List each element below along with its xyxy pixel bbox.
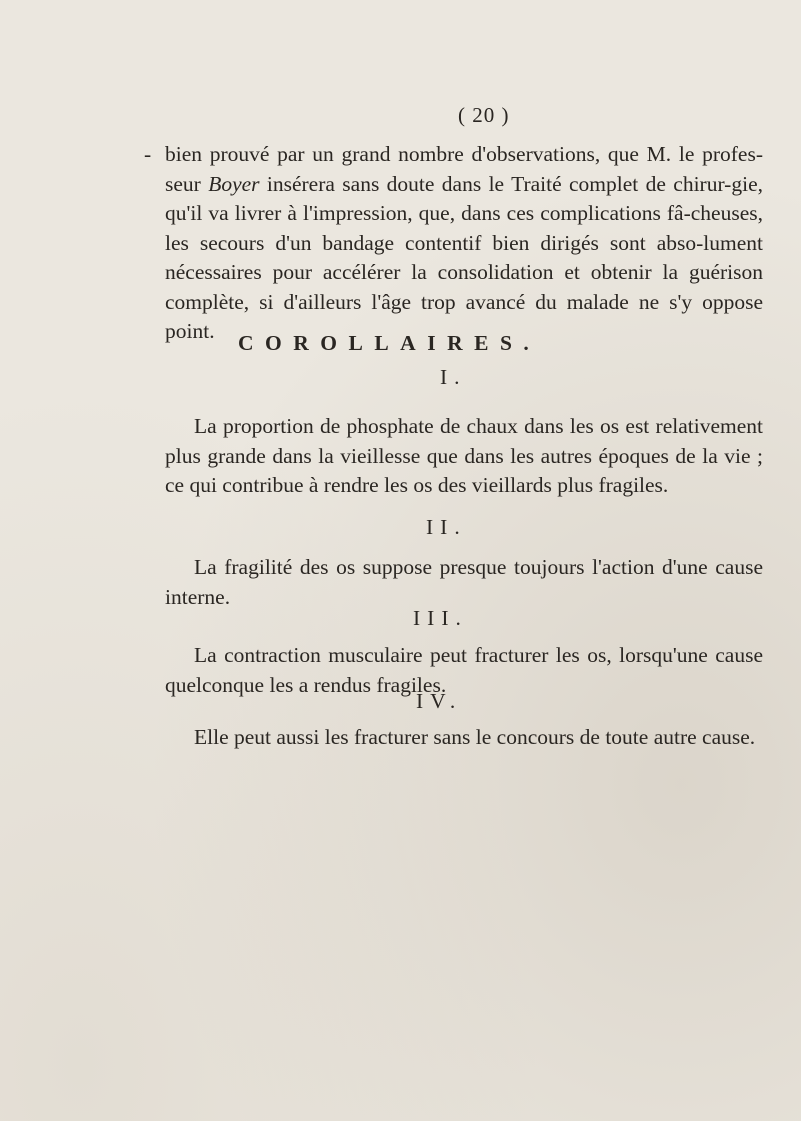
page-number: ( 20 ) bbox=[458, 103, 510, 127]
corollary-text-1: La proportion de phosphate de chaux dans les os est relativement plus grande dans la vieillesse que dans les autres époques de la vie ; ce qui contribue à rendre les os des vieillards plus fragiles. bbox=[165, 414, 763, 497]
corollary-text-2: La fragilité des os suppose presque toujours l'action d'une cause interne. bbox=[165, 555, 763, 609]
corollary-text-3: La contraction musculaire peut fracturer les os, lorsqu'une cause quelconque les a rendus fragiles. bbox=[165, 643, 763, 697]
corollary-text-4: Elle peut aussi les fracturer sans le concours de toute autre cause. bbox=[194, 725, 756, 749]
corollary-numeral-1: I. bbox=[440, 365, 467, 389]
continuation-dash: - bbox=[144, 142, 152, 166]
intro-text-after: insérera sans doute dans le Traité complet de chirur-gie, qu'il va livrer à l'impression, que, dans ces complications fâ-cheuses, les secours d'un bandage contentif bien dirigés sont abso-lument nécessaires pour accélérer la consolidation et obtenir la guérison complète, si d'ailleurs l'âge trop avancé du malade ne s'y oppose point. bbox=[165, 171, 763, 343]
corollary-numeral-3: III. bbox=[413, 606, 468, 630]
corollary-numeral-2: II. bbox=[426, 515, 467, 539]
corollary-numeral-4: IV. bbox=[416, 689, 463, 713]
author-name: Boyer bbox=[208, 171, 260, 196]
intro-paragraph bbox=[144, 140, 763, 347]
section-heading: COROLLAIRES. bbox=[238, 331, 541, 355]
intro-text-before: bien prouvé par un grand nombre d'observations, que M. le profes-seur bbox=[165, 142, 763, 196]
